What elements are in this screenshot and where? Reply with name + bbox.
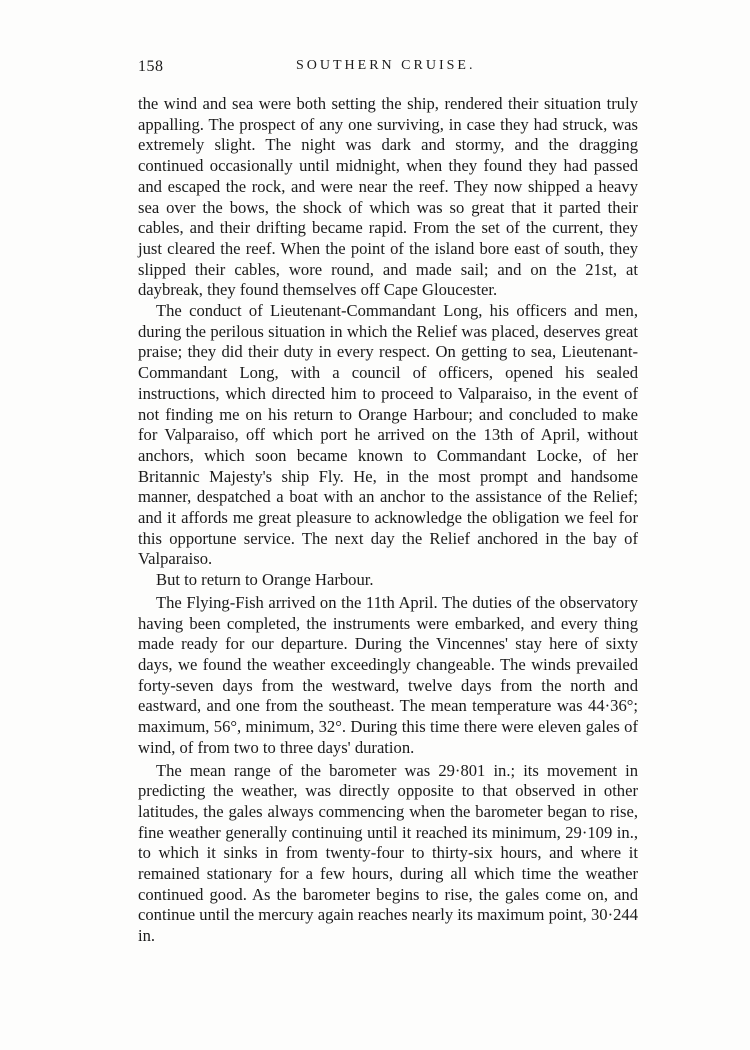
body-text	[138, 94, 638, 947]
running-head	[138, 58, 638, 82]
running-title: SOUTHERN CRUISE.	[296, 58, 476, 73]
paragraph-return-orange-harbour: But to return to Orange Harbour.	[156, 570, 374, 590]
paragraph-relief-conduct: The conduct of Lieutenant-Commandant Long, his officers and men, during the perilous situation in which the Relief was placed, deserves great praise; they did their duty in every respect. On getting to sea, Lieutenant-Commandant Long, with a council of officers, opened his sealed instructions, which directed him to proceed to Valparaiso, in the event of not finding me on his return to Orange Harbour; and concluded to make for Valparaiso, off which port he arrived on the 13th of April, without anchors, which soon became known to Commandant Locke, of her Britannic Majesty's ship Fly. He, in the most prompt and handsome manner, despatched a boat with an anchor to the assistance of the Relief; and it affords me great pleasure to acknowledge the obligation we feel for this opportune service. The next day the Relief anchored in the bay of Valparaiso.	[138, 301, 638, 569]
page-number: 158	[138, 58, 164, 75]
paragraph-continued: the wind and sea were both setting the ship, rendered their situation truly appalling. The prospect of any one surviving, in case they had struck, was extremely slight. The night was dark and stormy, and the dragging continued occasionally until midnight, when they found they had passed and escaped the rock, and were near the reef. They now shipped a heavy sea over the bows, the shock of which was so great that it parted their cables, and their drifting became rapid. From the set of the current, they just cleared the reef. When the point of the island bore east of south, they slipped their cables, wore round, and made sail; and on the 21st, at daybreak, they found themselves off Cape Gloucester.	[138, 94, 638, 300]
paragraph-barometer: The mean range of the barometer was 29·801 in.; its movement in predicting the weather, was directly opposite to that observed in other latitudes, the gales always commencing when the barometer began to rise, fine weather generally continuing until it reached its minimum, 29·109 in., to which it sinks in from twenty-four to thirty-six hours, and where it remained stationary for a few hours, during all which time the weather continued good. As the barometer begins to rise, the gales come on, and continue until the mercury again reaches nearly its maximum point, 30·244 in.	[138, 760, 638, 946]
paragraph-flying-fish: The Flying-Fish arrived on the 11th April. The duties of the observatory having been completed, the instruments were embarked, and every thing made ready for our departure. During the Vincennes' stay here of sixty days, we found the weather exceedingly changeable. The winds prevailed forty-seven days from the westward, twelve days from the north and eastward, and one from the southeast. The mean temperature was 44·36°; maximum, 56°, minimum, 32°. During this time there were eleven gales of wind, of from two to three days' duration.	[138, 592, 638, 757]
